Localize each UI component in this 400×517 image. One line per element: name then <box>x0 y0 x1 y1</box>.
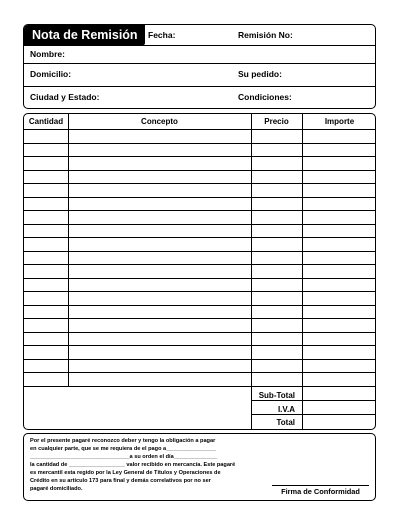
table-row-line <box>24 170 376 171</box>
table-row-line <box>24 197 376 198</box>
iva-label: I.V.A <box>277 405 295 414</box>
pagare-line: en cualquier parte, que se me requiera de el pago a________________ <box>30 446 216 452</box>
table-row-line <box>24 237 376 238</box>
column-divider <box>302 114 303 430</box>
ciudad-estado-label: Ciudad y Estado: <box>30 92 100 102</box>
table-row-line <box>24 251 376 252</box>
table-row-line <box>24 224 376 225</box>
document-title: Nota de Remisión <box>24 25 145 45</box>
table-row-line <box>24 264 376 265</box>
table-row-line <box>24 143 376 144</box>
table-row-line <box>24 156 376 157</box>
pagare-line: pagaré domiciliado. <box>30 486 83 492</box>
fecha-label: Fecha: <box>148 30 176 40</box>
table-row-line <box>24 278 376 279</box>
column-header-importe: Importe <box>324 117 355 126</box>
column-header-concepto: Concepto <box>141 117 178 126</box>
pagare-line: Crédito en su artículo 173 para final y demás correlativos por no ser <box>30 478 211 484</box>
signature-line <box>272 485 369 486</box>
header-divider <box>24 86 375 87</box>
table-row-line <box>24 129 376 130</box>
table-row-line <box>24 318 376 319</box>
total-label: Total <box>276 418 295 427</box>
table-row-line <box>24 345 376 346</box>
pagare-line: la cantidad de __________________ valor recibido en mercancía. Este pagaré <box>30 462 236 468</box>
table-row-line <box>24 359 376 360</box>
table-row-line <box>24 183 376 184</box>
table-row-line <box>24 372 376 373</box>
column-divider <box>251 114 252 430</box>
header-divider <box>24 63 375 64</box>
table-row-line <box>24 332 376 333</box>
table-row-line <box>24 386 376 387</box>
table-row-line <box>24 291 376 292</box>
pagare-box <box>23 433 376 501</box>
su-pedido-label: Su pedido: <box>238 69 282 79</box>
table-row-line <box>24 210 376 211</box>
pagare-line: Por el presente pagaré reconozco deber y tengo la obligación a pagar <box>30 438 216 444</box>
column-header-precio: Precio <box>264 117 289 126</box>
header-box <box>23 24 376 109</box>
pagare-line: es mercantil esta regido por la Ley General de Títulos y Operaciones de <box>30 470 221 476</box>
items-table <box>23 113 376 430</box>
domicilio-label: Domicilio: <box>30 69 72 79</box>
subtotal-label: Sub-Total <box>258 391 295 400</box>
table-row-line <box>24 305 376 306</box>
remision-number-label: Remisión No: <box>238 30 293 40</box>
header-divider <box>24 45 375 46</box>
nombre-label: Nombre: <box>30 49 65 59</box>
pagare-line: ________________________________a su orden el día______________ <box>30 454 218 460</box>
condiciones-label: Condiciones: <box>238 92 292 102</box>
column-header-cantidad: Cantidad <box>28 117 64 126</box>
signature-label: Firma de Conformidad <box>281 487 360 496</box>
